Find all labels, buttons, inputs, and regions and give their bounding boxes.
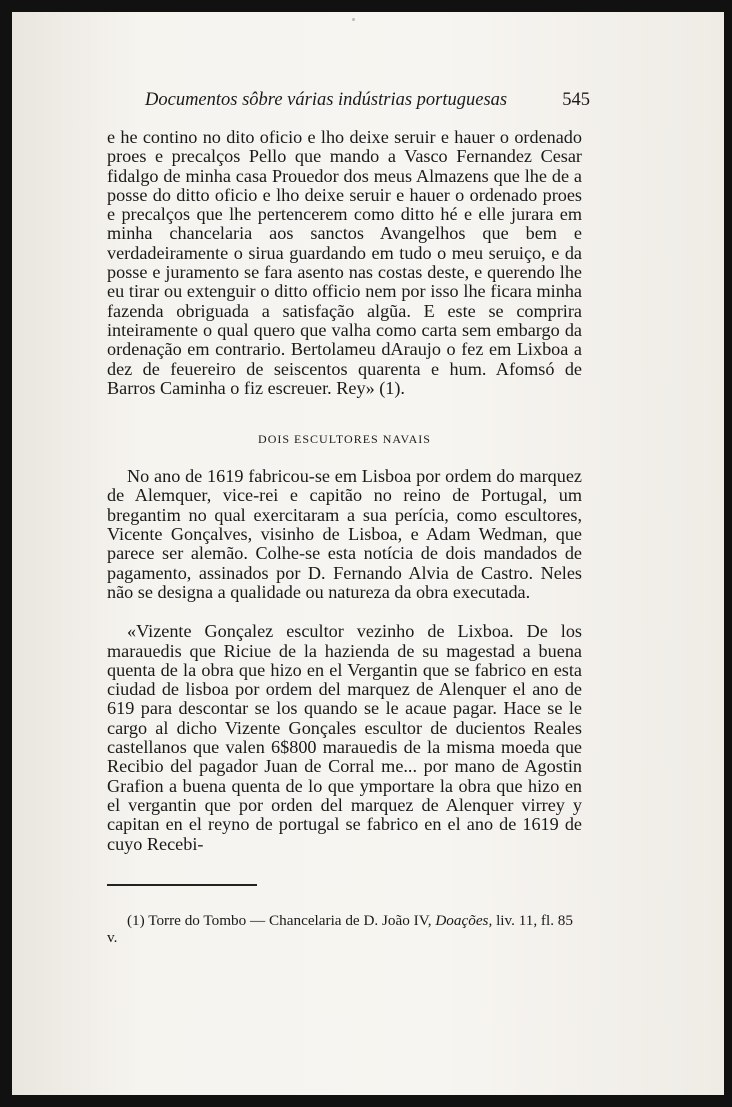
page-number: 545 — [562, 90, 590, 110]
paragraph-continuation: e he contino no dito oficio e lho deixe seruir e hauer o ordenado proes e precalços Pello que mando a Vasco Fernandez Cesar fidalgo de minha casa Prouedor dos meus Almazens que lhe de a posse do ditto oficio e lho deixe seruir e hauer o ordenado proes e precalços que lhe pertencerem como ditto hé e elle jurara em minha chancelaria aos sanctos Avangelhos que bem e verdadeiramente o sirua guardando em tudo o meu seruiço, e da posse e juramento se fara asento nas costas deste, e querendo lhe eu tirar ou extenguir o ditto officio nem por isso lhe ficara minha fazenda obriguada a satisfação algũa. E este se comprira inteiramente o qual quero que valha como carta sem embargo da ordenação em contrario. Bertolameu dAraujo o fez em Lixboa a dez de feuereiro de seiscentos quarenta e hum. Afomsó de Barros Caminha o fiz escreuer. Rey» (1). — [107, 127, 582, 398]
footnote-tail: liv. 11, fl. 85 v. — [107, 912, 573, 946]
footnote-marker: (1) — [127, 912, 145, 929]
footnote — [107, 912, 582, 946]
footnote-italic: Doações, — [435, 912, 493, 929]
body-text — [107, 128, 582, 854]
paragraph-intro: No ano de 1619 fabricou-se em Lisboa por ordem do marquez de Alemquer, vice-rei e capitão no reino de Portugal, um bregantim no qual exercitaram a sua perícia, como escultores, Vicente Gonçalves, visinho de Lisboa, e Adam Wedman, que parece ser alemão. Colhe-se esta notícia de dois mandados de pagamento, assinados por D. Fernando Alvia de Castro. Neles não se designa a qualidade ou natureza da obra executada. — [107, 466, 582, 602]
paragraph-quotation: «Vizente Gonçalez escultor vezinho de Lixboa. De los marauedis que Riciue de la hazienda de su magestad a buena quenta de la obra que hizo en el Vergantin que se fabrico en esta ciudad de lisboa por ordem del marquez de Alenquer el ano de 619 para descontar se los quando se le acaue pagar. Hace se le cargo al dicho Vizente Gonçales escultor de ducientos Reales castellanos que valen 6$800 marauedis de la misma moeda que Recibio del pagador Juan de Corral me... por mano de Agostin Grafion a buena quenta de lo que ymportare la obra que hizo en el vergantin que por orden del marquez de Alenquer virrey y capitan en el reyno de portugal se fabrico en el ano de 1619 de cuyo Recebi- — [107, 621, 582, 854]
paper-speck — [352, 18, 355, 21]
footnote-text: Torre do Tombo — Chancelaria de D. João IV, — [148, 912, 432, 929]
running-header — [145, 90, 590, 114]
footnote-rule — [107, 884, 257, 886]
running-title: Documentos sôbre várias indústrias portuguesas — [145, 90, 508, 110]
section-heading: DOIS ESCULTORES NAVAIS — [258, 432, 431, 447]
